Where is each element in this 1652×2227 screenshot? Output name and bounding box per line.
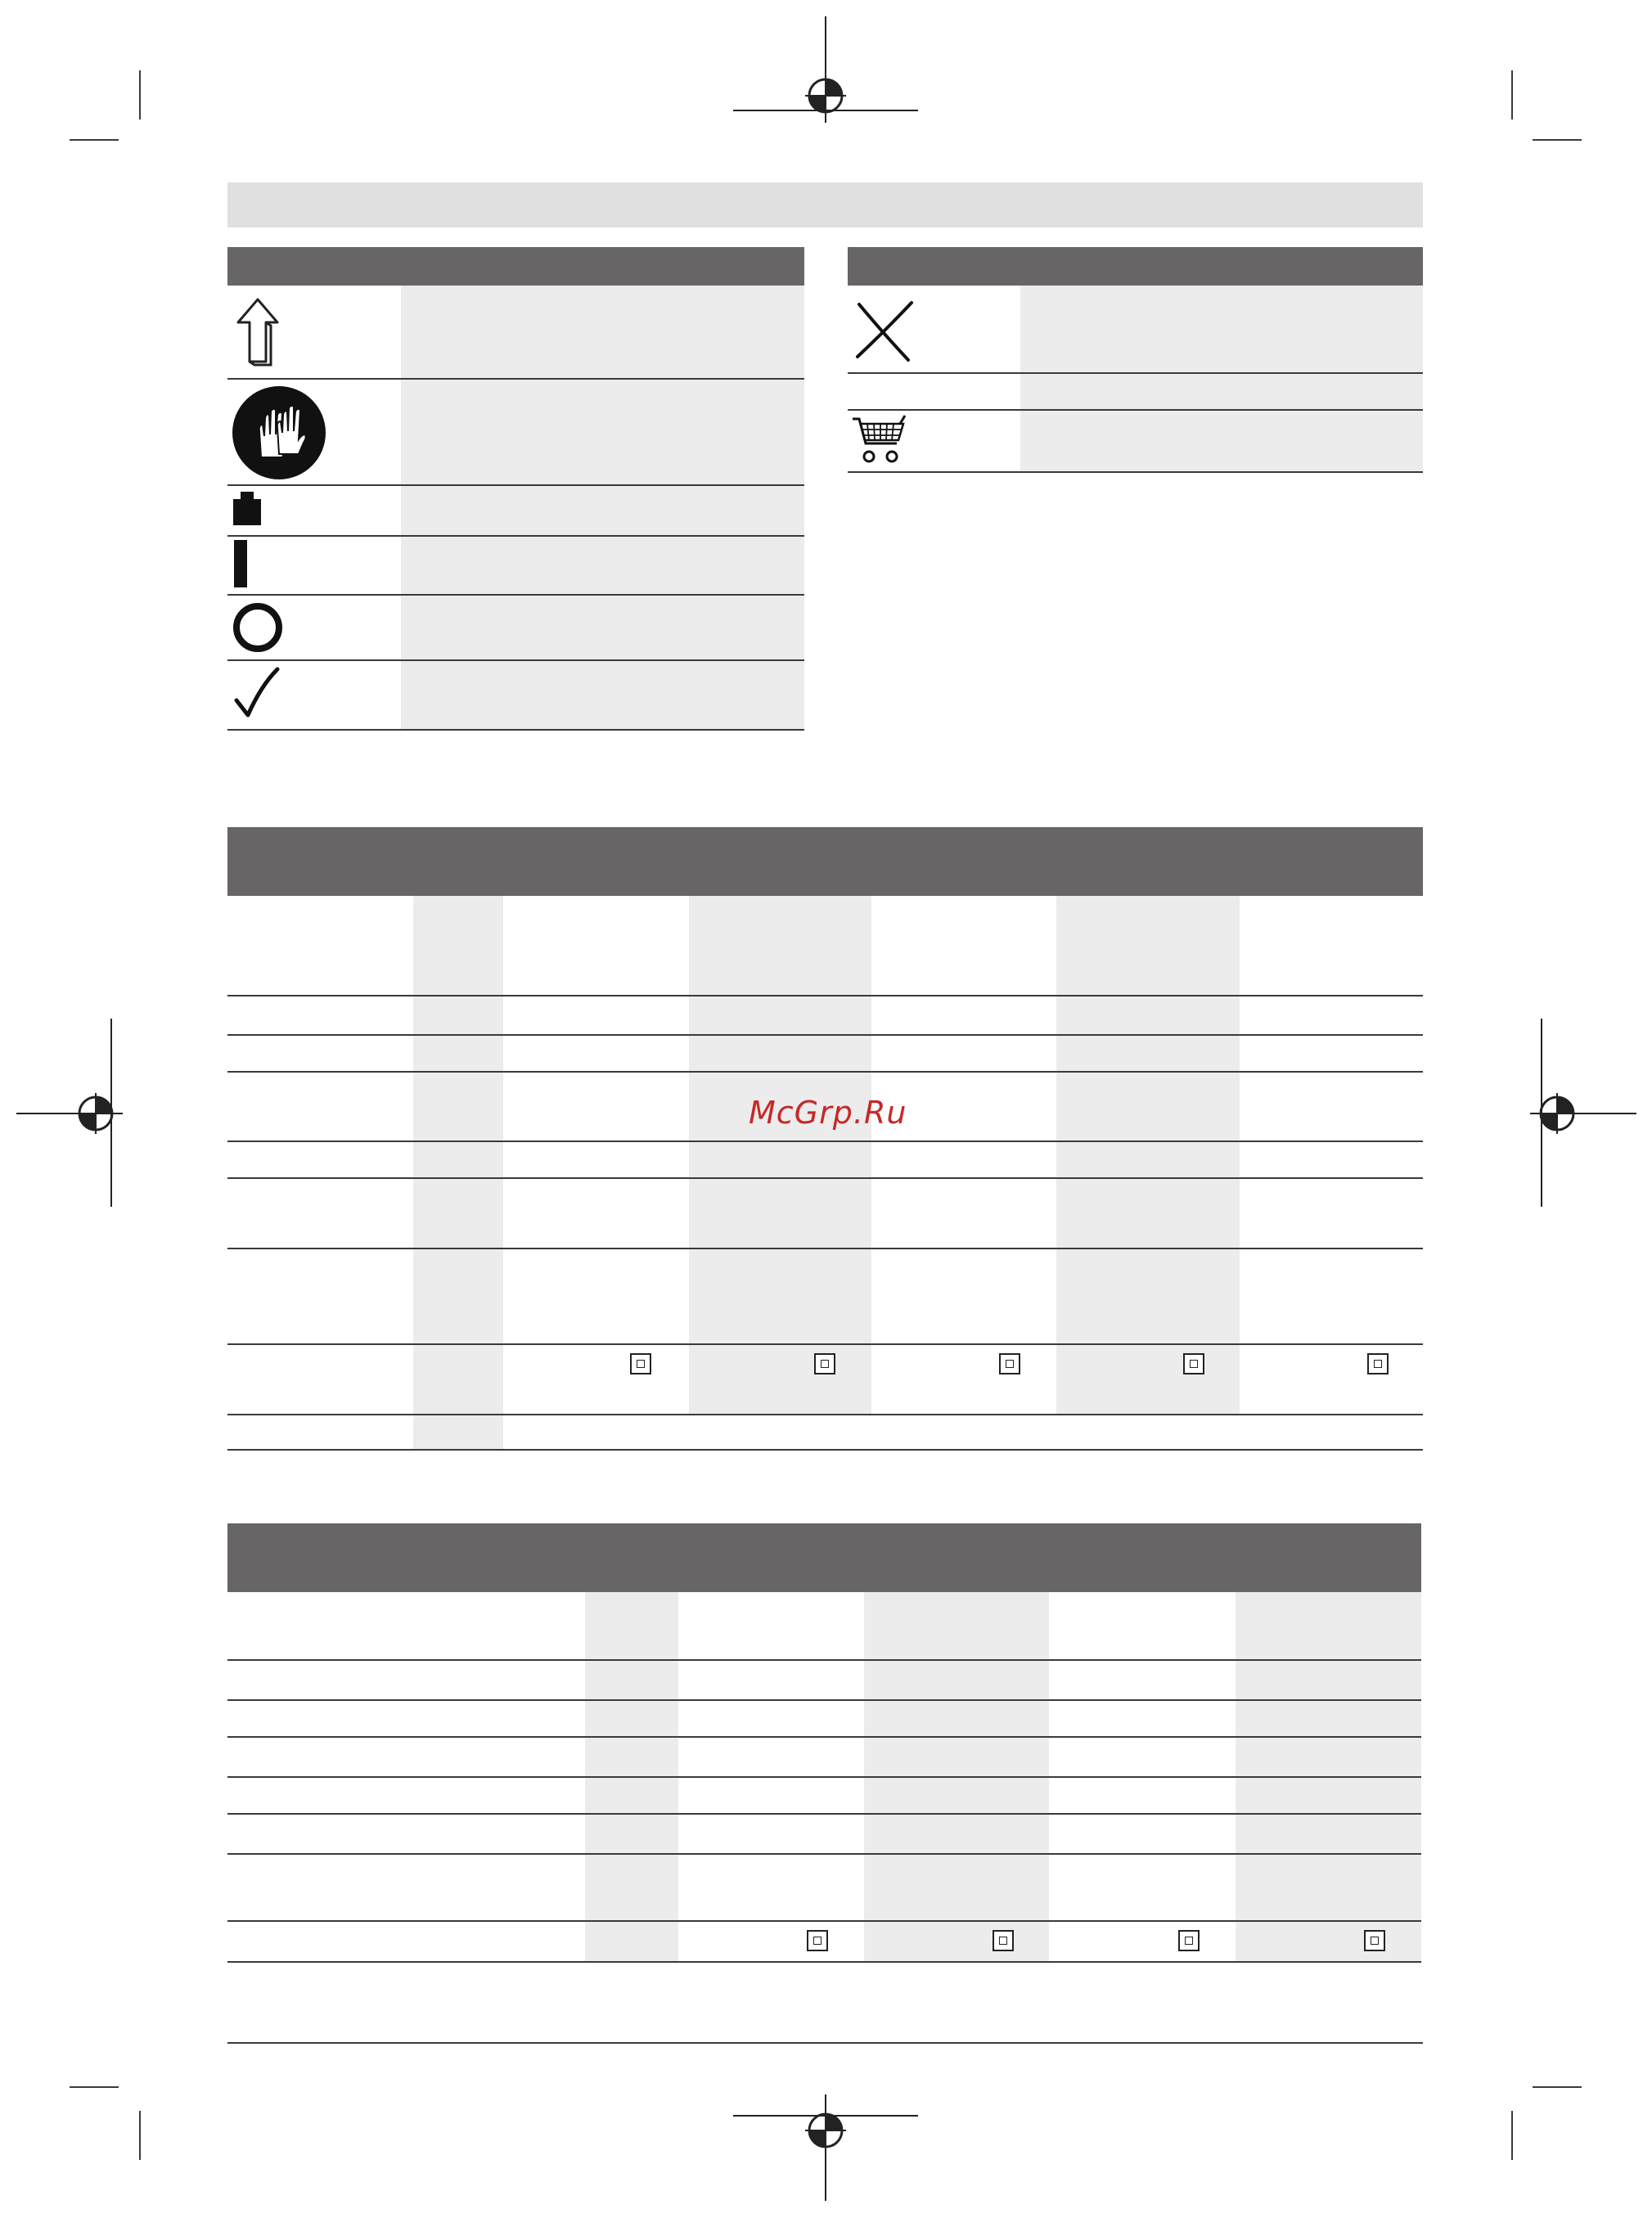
protective-gloves-icon <box>232 385 326 484</box>
shopping-cart-icon <box>851 414 908 468</box>
spec-table-2-header <box>227 1523 1421 1592</box>
left-symbol-table-header <box>227 247 804 286</box>
double-square-icon <box>630 1353 651 1374</box>
spec-table-1-column-4 <box>1056 896 1240 1415</box>
watermark: McGrp.Ru <box>749 1095 907 1131</box>
ring-icon <box>232 601 284 657</box>
spec-table-1-unit-column <box>413 896 503 1450</box>
double-square-icon <box>1183 1353 1204 1374</box>
page-header-bar <box>227 182 1423 227</box>
registration-mark-left <box>16 1019 123 1210</box>
double-square-icon <box>814 1353 835 1374</box>
registration-mark-right <box>1530 1019 1636 1210</box>
double-square-icon <box>993 1930 1014 1951</box>
right-symbol-description-column <box>1020 286 1423 472</box>
spec-table-1-column-2 <box>689 896 871 1415</box>
double-square-icon <box>1367 1353 1389 1374</box>
left-symbol-description-column <box>401 286 804 731</box>
registration-mark-top <box>733 16 918 126</box>
double-square-icon <box>1364 1930 1385 1951</box>
spec-table-1-header <box>227 827 1423 896</box>
footer-rule <box>227 2042 1423 2044</box>
bar-icon <box>233 540 250 592</box>
registration-mark-bottom <box>733 2094 918 2204</box>
weight-icon <box>232 490 264 530</box>
checkmark-icon <box>233 666 282 723</box>
double-square-icon <box>1178 1930 1200 1951</box>
cross-icon <box>853 298 918 367</box>
double-square-icon <box>807 1930 828 1951</box>
right-symbol-table-header <box>848 247 1423 286</box>
double-square-icon <box>999 1353 1020 1374</box>
arrow-up-icon <box>233 296 282 370</box>
